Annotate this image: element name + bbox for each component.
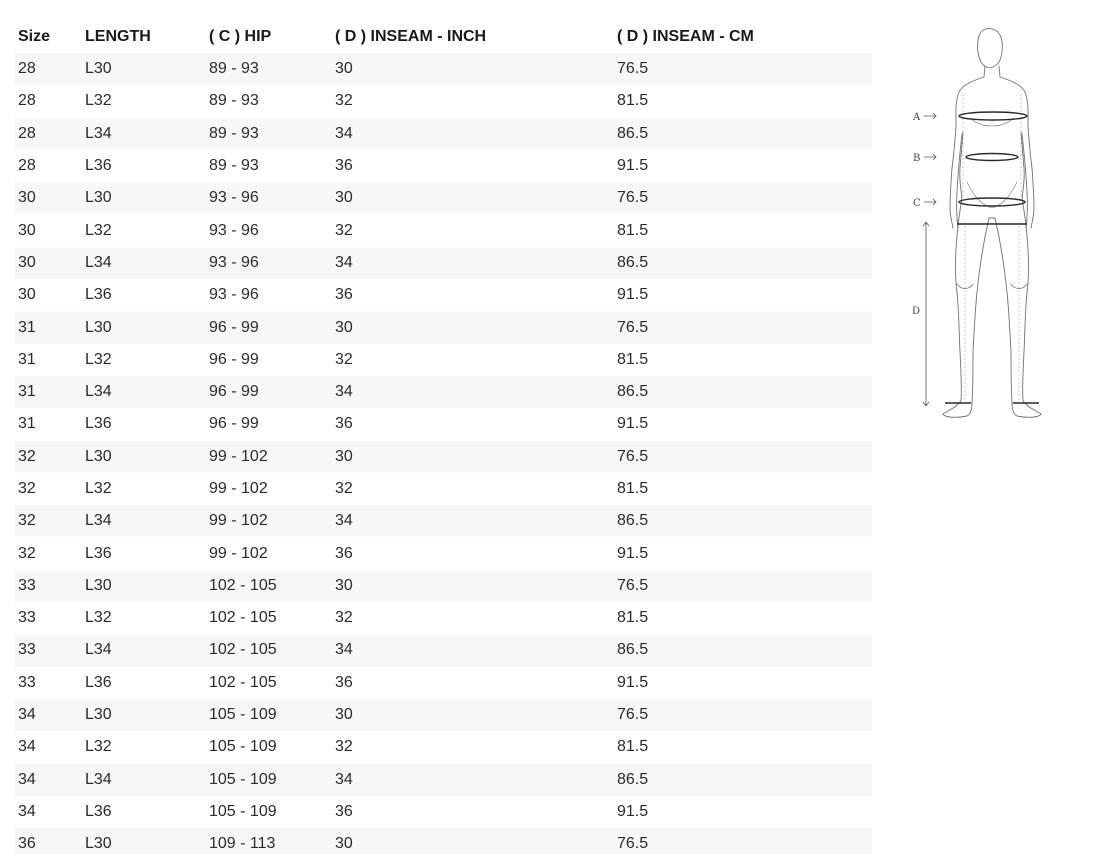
cell-length: L36 [81,796,205,828]
cell-length: L30 [81,53,205,85]
table-row [14,85,872,117]
cell-length: L36 [81,279,205,311]
table-row [14,764,872,796]
cell-size: 33 [14,634,81,666]
cell-size: 32 [14,505,81,537]
cell-size: 30 [14,279,81,311]
cell-inseam-inch: 32 [331,602,613,634]
cell-inseam-cm: 76.5 [613,182,872,214]
table-row [14,699,872,731]
cell-inseam-inch: 32 [331,214,613,246]
table-row [14,602,872,634]
cell-size: 36 [14,828,81,854]
cell-size: 30 [14,182,81,214]
cell-hip: 96 - 99 [205,311,331,343]
table-header [14,20,872,53]
cell-hip: 102 - 105 [205,602,331,634]
table-row [14,731,872,763]
label-c: C [913,198,921,209]
cell-hip: 96 - 99 [205,408,331,440]
cell-inseam-inch: 34 [331,376,613,408]
cell-length: L36 [81,150,205,182]
cell-inseam-cm: 86.5 [613,118,872,150]
table-row [14,118,872,150]
cell-size: 34 [14,764,81,796]
header-length: LENGTH [85,27,151,45]
cell-inseam-cm: 76.5 [613,441,872,473]
cell-inseam-cm: 86.5 [613,764,872,796]
table-row [14,796,872,828]
cell-inseam-inch: 34 [331,505,613,537]
header-size: Size [18,27,51,45]
cell-inseam-cm: 76.5 [613,570,872,602]
cell-inseam-inch: 30 [331,441,613,473]
cell-length: L30 [81,699,205,731]
cell-hip: 89 - 93 [205,118,331,150]
cell-inseam-inch: 30 [331,182,613,214]
cell-length: L30 [81,311,205,343]
cell-inseam-cm: 81.5 [613,602,872,634]
cell-size: 30 [14,247,81,279]
table-row [14,311,872,343]
table-row [14,344,872,376]
cell-inseam-inch: 30 [331,570,613,602]
cell-inseam-inch: 34 [331,247,613,279]
cell-inseam-cm: 91.5 [613,150,872,182]
cell-inseam-cm: 86.5 [613,376,872,408]
cell-size: 33 [14,570,81,602]
cell-inseam-inch: 30 [331,311,613,343]
cell-inseam-inch: 36 [331,150,613,182]
cell-inseam-inch: 36 [331,279,613,311]
cell-hip: 105 - 109 [205,764,331,796]
cell-hip: 105 - 109 [205,796,331,828]
header-inseam-cm: ( D ) INSEAM - CM [617,27,754,45]
cell-hip: 99 - 102 [205,441,331,473]
cell-length: L34 [81,505,205,537]
cell-size: 32 [14,473,81,505]
pelvis-detail [967,182,1017,208]
cell-inseam-cm: 86.5 [613,505,872,537]
table-row [14,182,872,214]
cell-hip: 99 - 102 [205,473,331,505]
cell-inseam-cm: 86.5 [613,634,872,666]
cell-hip: 102 - 105 [205,570,331,602]
label-d: D [912,306,921,317]
cell-inseam-inch: 36 [331,796,613,828]
cell-length: L30 [81,828,205,854]
table-row [14,828,872,854]
header-row [14,20,872,53]
table-row [14,150,872,182]
cell-length: L34 [81,634,205,666]
cell-inseam-cm: 86.5 [613,247,872,279]
right-leg-outline [995,198,1041,417]
cell-length: L32 [81,602,205,634]
cell-hip: 96 - 99 [205,344,331,376]
cell-size: 32 [14,537,81,569]
table-row [14,441,872,473]
cell-inseam-cm: 76.5 [613,699,872,731]
table-row [14,634,872,666]
cell-inseam-inch: 32 [331,85,613,117]
cell-hip: 109 - 113 [205,828,331,854]
cell-length: L32 [81,344,205,376]
cell-inseam-cm: 91.5 [613,279,872,311]
cell-inseam-cm: 76.5 [613,53,872,85]
table-row [14,247,872,279]
cell-length: L34 [81,247,205,279]
cell-inseam-inch: 30 [331,699,613,731]
table-row [14,537,872,569]
table-row [14,570,872,602]
cell-size: 28 [14,53,81,85]
cell-inseam-inch: 36 [331,537,613,569]
cell-size: 33 [14,602,81,634]
cell-inseam-inch: 34 [331,764,613,796]
torso-guide [963,94,1021,198]
cell-size: 33 [14,667,81,699]
cell-size: 31 [14,311,81,343]
cell-hip: 99 - 102 [205,537,331,569]
cell-size: 34 [14,796,81,828]
cell-inseam-cm: 76.5 [613,828,872,854]
left-leg-outline [943,198,989,417]
cell-hip: 89 - 93 [205,85,331,117]
cell-inseam-inch: 32 [331,731,613,763]
cell-hip: 105 - 109 [205,731,331,763]
cell-inseam-cm: 81.5 [613,344,872,376]
body-measurement-figure-icon [905,22,1055,422]
cell-inseam-cm: 76.5 [613,311,872,343]
arrow-d-icon [923,222,929,406]
cell-size: 28 [14,150,81,182]
cell-length: L36 [81,667,205,699]
table-row [14,376,872,408]
cell-length: L32 [81,85,205,117]
arrow-a-icon [924,113,936,119]
table-row [14,53,872,85]
arrow-c-icon [924,199,936,205]
cell-hip: 96 - 99 [205,376,331,408]
cell-length: L32 [81,731,205,763]
cell-hip: 99 - 102 [205,505,331,537]
cell-size: 31 [14,344,81,376]
cell-inseam-cm: 91.5 [613,537,872,569]
cell-hip: 89 - 93 [205,150,331,182]
cell-inseam-cm: 81.5 [613,214,872,246]
table-row [14,505,872,537]
cell-size: 31 [14,408,81,440]
arrow-b-icon [924,154,936,160]
cell-inseam-inch: 36 [331,667,613,699]
cell-length: L30 [81,441,205,473]
label-a: A [913,112,921,123]
cell-inseam-cm: 91.5 [613,667,872,699]
cell-size: 31 [14,376,81,408]
cell-hip: 93 - 96 [205,279,331,311]
label-b: B [913,153,921,164]
measure-band-a [959,112,1027,120]
measure-band-b [966,154,1018,161]
cell-size: 30 [14,214,81,246]
cell-inseam-inch: 34 [331,118,613,150]
cell-inseam-inch: 30 [331,828,613,854]
cell-inseam-cm: 81.5 [613,85,872,117]
cell-size: 28 [14,118,81,150]
head-outline [978,28,1003,67]
cell-size: 32 [14,441,81,473]
cell-hip: 105 - 109 [205,699,331,731]
cell-length: L36 [81,537,205,569]
header-hip: ( C ) HIP [209,27,272,45]
cell-hip: 93 - 96 [205,182,331,214]
cell-inseam-inch: 32 [331,344,613,376]
cell-inseam-cm: 91.5 [613,796,872,828]
cell-length: L32 [81,473,205,505]
measure-band-c [959,198,1025,206]
header-inseam-inch: ( D ) INSEAM - INCH [335,27,487,45]
cell-inseam-cm: 81.5 [613,731,872,763]
cell-length: L36 [81,408,205,440]
cell-inseam-inch: 34 [331,634,613,666]
cell-length: L34 [81,764,205,796]
cell-hip: 93 - 96 [205,247,331,279]
table-row [14,473,872,505]
cell-size: 28 [14,85,81,117]
cell-inseam-cm: 91.5 [613,408,872,440]
cell-length: L32 [81,214,205,246]
cell-inseam-inch: 32 [331,473,613,505]
cell-inseam-inch: 36 [331,408,613,440]
size-chart-table [14,20,872,854]
table-row [14,408,872,440]
cell-size: 34 [14,699,81,731]
cell-hip: 102 - 105 [205,667,331,699]
table-row [14,279,872,311]
table-row [14,667,872,699]
cell-length: L30 [81,570,205,602]
cell-hip: 89 - 93 [205,53,331,85]
cell-length: L34 [81,376,205,408]
cell-hip: 93 - 96 [205,214,331,246]
cell-inseam-inch: 30 [331,53,613,85]
cell-length: L34 [81,118,205,150]
table-body [14,53,872,854]
cell-length: L30 [81,182,205,214]
cell-size: 34 [14,731,81,763]
cell-hip: 102 - 105 [205,634,331,666]
cell-inseam-cm: 81.5 [613,473,872,505]
table-row [14,214,872,246]
body-measurement-figure [905,22,1055,422]
